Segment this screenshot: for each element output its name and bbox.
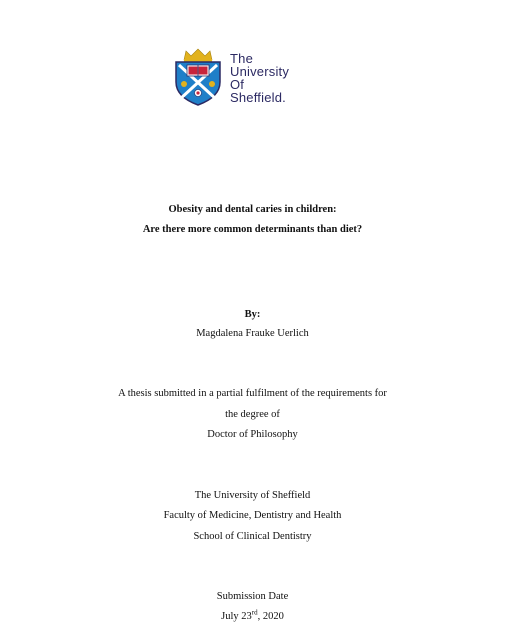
author-name: Magdalena Frauke Uerlich: [196, 328, 309, 339]
submission-date-label: Submission Date: [216, 591, 289, 602]
thesis-title-line-2: Are there more common determinants than diet?: [142, 224, 363, 235]
faculty-name: Faculty of Medicine, Dentistry and Health: [163, 510, 342, 521]
university-name: The University of Sheffield: [194, 490, 311, 501]
degree-name: Doctor of Philosophy: [207, 429, 298, 440]
author-label: By:: [244, 309, 261, 320]
university-wordmark: [230, 52, 289, 104]
thesis-title-line-1: Obesity and dental caries in children:: [168, 204, 337, 215]
university-logo: [172, 48, 322, 110]
wordmark-line: University: [230, 64, 290, 79]
submission-date-ordinal: rd: [251, 608, 258, 617]
submission-date: [0, 610, 505, 623]
university-crest-icon: [172, 48, 224, 106]
wordmark-line: The: [230, 51, 254, 66]
degree-statement-line-1: A thesis submitted in a partial fulfilment of the requirements for: [118, 388, 387, 399]
wordmark-line: Sheffield.: [230, 90, 286, 105]
wordmark-line: Of: [230, 77, 245, 92]
submission-date-month-day: July 23: [221, 611, 252, 622]
degree-statement-line-2: the degree of: [225, 409, 280, 420]
school-name: School of Clinical Dentistry: [193, 531, 312, 542]
submission-date-year: , 2020: [257, 611, 284, 622]
